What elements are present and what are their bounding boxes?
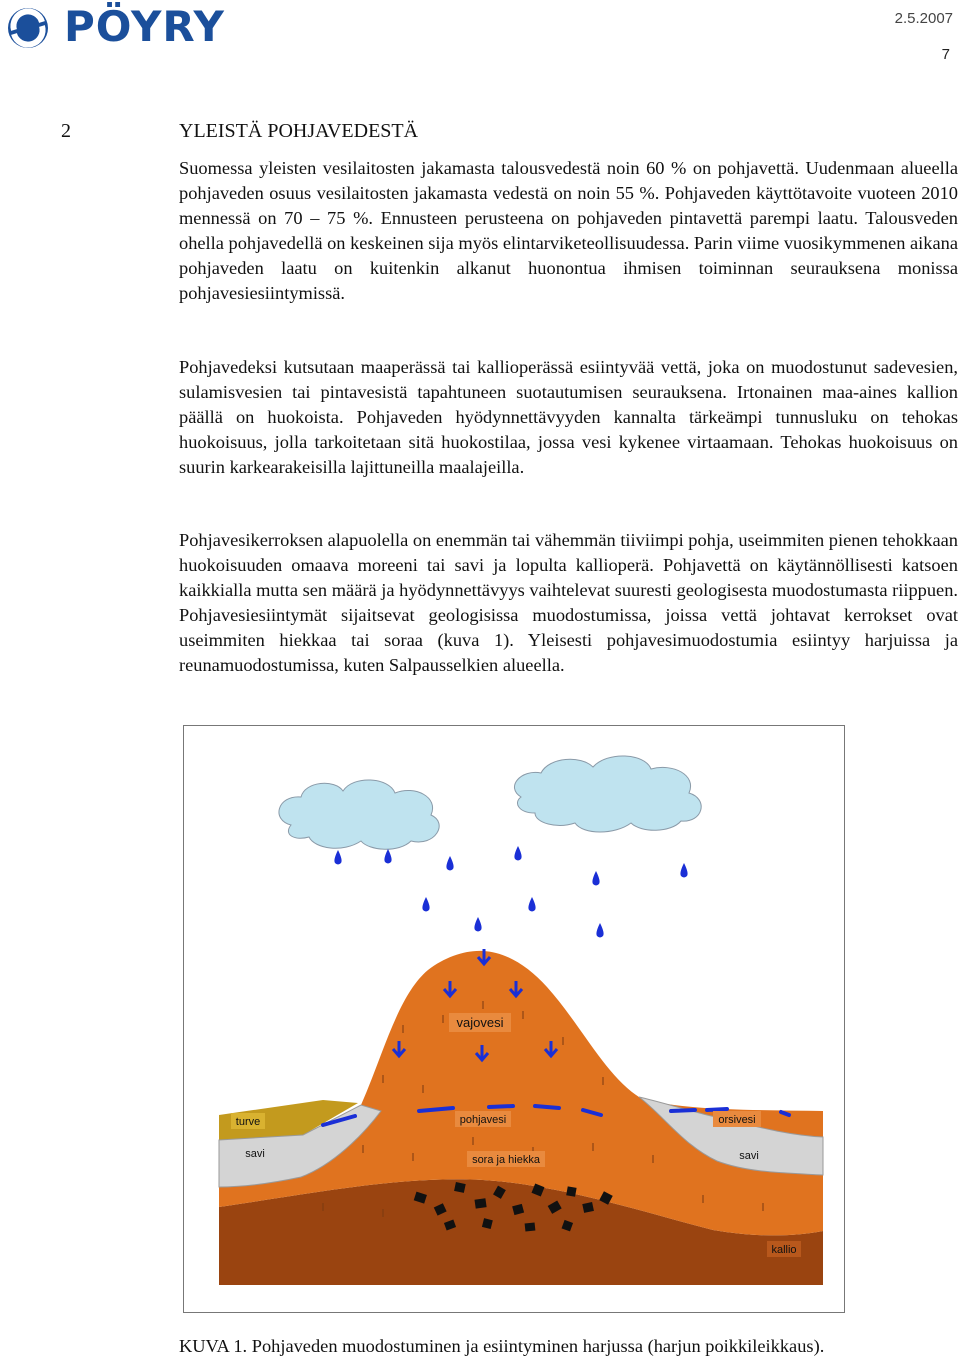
paragraph: Pohjavedeksi kutsutaan maaperässä tai kallioperässä esiintyvää vettä, joka on muodostunut sadevesien, sulamisvesien tai pintavesistä tapahtuneen suotautumisen seurauksena. Irtonainen maa-aines kallion päällä on huokoista. Pohjaveden hyödynnettävyyden kannalta tärkeämpi tunnusluku on tehokas huokoisuus, jolla tarkoitetaan sitä huokostilaa, jossa vesi kykenee virtaamaan. Tehokas huokoisuus on suurin karkearakeisilla lajittuneilla maalajeilla. [179,357,958,477]
label-kallio: kallio [771,1244,797,1256]
section-number: 2 [61,120,71,142]
label-orsivesi: orsivesi [718,1114,756,1126]
poyry-logo-icon [4,4,60,50]
document-date: 2.5.2007 [894,10,953,27]
label-vajovesi: vajovesi [456,1015,504,1030]
page-number: 7 [941,46,950,63]
poyry-logo [4,4,244,50]
label-savi-right: savi [739,1150,759,1162]
label-pohjavesi: pohjavesi [459,1114,507,1126]
label-turve: turve [235,1116,261,1128]
paragraph: Pohjavesikerroksen alapuolella on enemmän tai vähemmän tiiviimpi pohja, useimmiten pienen tehokkaan huokoisuuden omaava moreeni tai savi ja lopulta kallioperä. Pohjavettä on käytännöllisesti katsoen kaikkialla mutta sen määrä ja hyödynnettävyys vaihtelevat suuresti geologisesta muodostumasta riippuen. Pohjavesiesiintymät sijaitsevat geologisissa muodostumissa, joissa vettä johtavat kerrokset ovat useimmiten hiekkaa tai soraa (kuva 1). Yleisesti pohjavesimuodostumia esiintyy harjuissa ja reunamuodostumissa, kuten Salpausselkien alueella. [179,530,958,675]
label-savi-left: savi [245,1148,265,1160]
paragraph: Suomessa yleisten vesilaitosten jakamasta talousvedestä noin 60 % on pohjavettä. Uudenmaan alueella pohjaveden osuus vesilaitosten jakamasta vedestä on noin 55 %. Pohjaveden käyttötavoite vuoteen 2010 mennessä on 70 – 75 %. Ennusteen perusteena on pohjaveden pintavettä parempi laatu. Talousveden ohella pohjavedellä on keskeinen sija myös elintarviketeollisuudessa. Parin viime vuosikymmenen aikana pohjaveden laatu on kuitenkin alkanut huonontua ihmisen toiminnan seurauksena monissa pohjavesiesiintymissä. [179,158,958,303]
logo-wordmark: PÖYRY [64,2,225,51]
esker-cross-section-figure [183,725,845,1313]
figure-caption: KUVA 1. Pohjaveden muodostuminen ja esiintyminen harjussa (harjun poikkileikkaus). [179,1336,825,1356]
label-sora-ja-hiekka: sora ja hiekka [472,1154,540,1166]
esker-diagram [183,725,845,1313]
section-title: YLEISTÄ POHJAVEDESTÄ [179,120,419,142]
